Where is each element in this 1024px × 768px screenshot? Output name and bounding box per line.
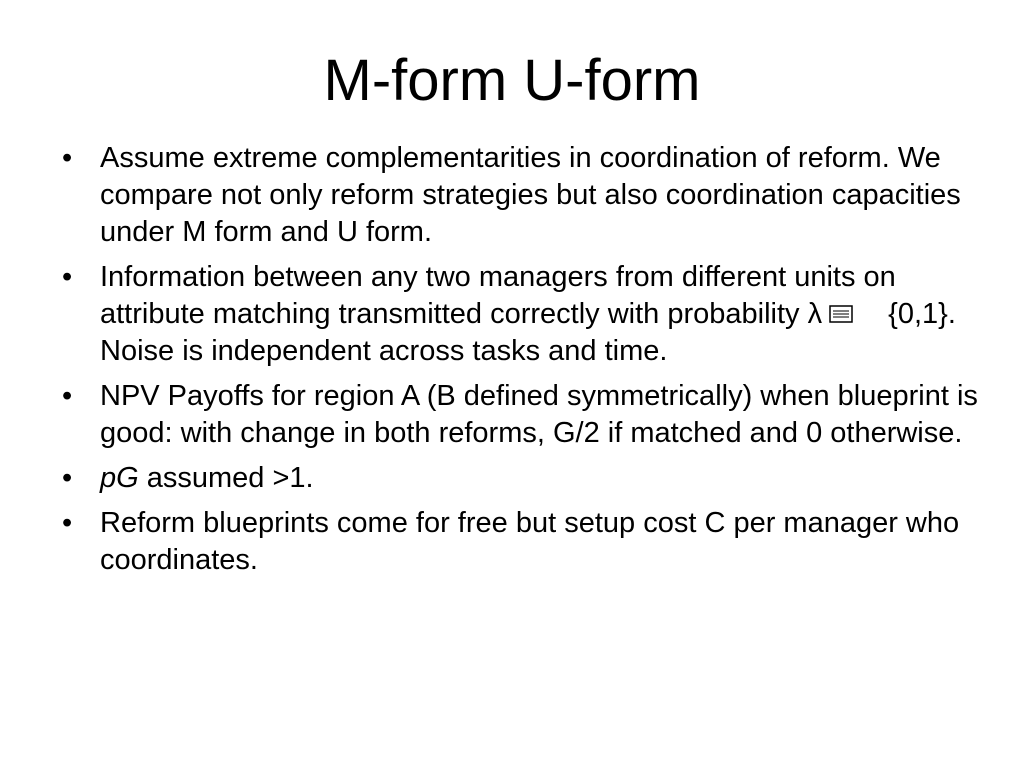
slide-title: M-form U-form <box>323 48 701 113</box>
bullet-item-2 <box>62 259 982 370</box>
bullet-marker: • <box>62 507 73 539</box>
bullet-marker: • <box>62 380 73 412</box>
bullet-item-1 <box>62 140 982 251</box>
bullet-text-before: Information between any two managers from different units on attribute matching transmitted correctly with probability <box>100 261 896 330</box>
lambda-symbol: λ <box>807 298 823 330</box>
missing-glyph-icon <box>828 303 854 325</box>
bullet-item-5 <box>62 505 982 579</box>
bullet-text: NPV Payoffs for region A (B defined symmetrically) when blueprint is good: with change in both reforms, G/2 if matched and 0 otherwise. <box>100 380 978 449</box>
bullet-text-after: {0,1}. Noise is independent across tasks and time. <box>100 298 956 367</box>
bullet-text: Reform blueprints come for free but setup cost C per manager who coordinates. <box>100 507 960 576</box>
bullet-marker: • <box>62 462 73 494</box>
bullet-marker: • <box>62 142 73 174</box>
bullet-item-3 <box>62 378 982 452</box>
bullet-italic-text: pG <box>100 462 139 494</box>
bullet-text: assumed >1. <box>138 462 314 494</box>
bullet-item-4 <box>62 460 982 497</box>
bullet-text: Assume extreme complementarities in coordination of reform. We compare not only reform strategies but also coordination capacities under M form and U form. <box>100 142 961 248</box>
bullet-marker: • <box>62 261 73 293</box>
bullet-list <box>62 140 982 587</box>
